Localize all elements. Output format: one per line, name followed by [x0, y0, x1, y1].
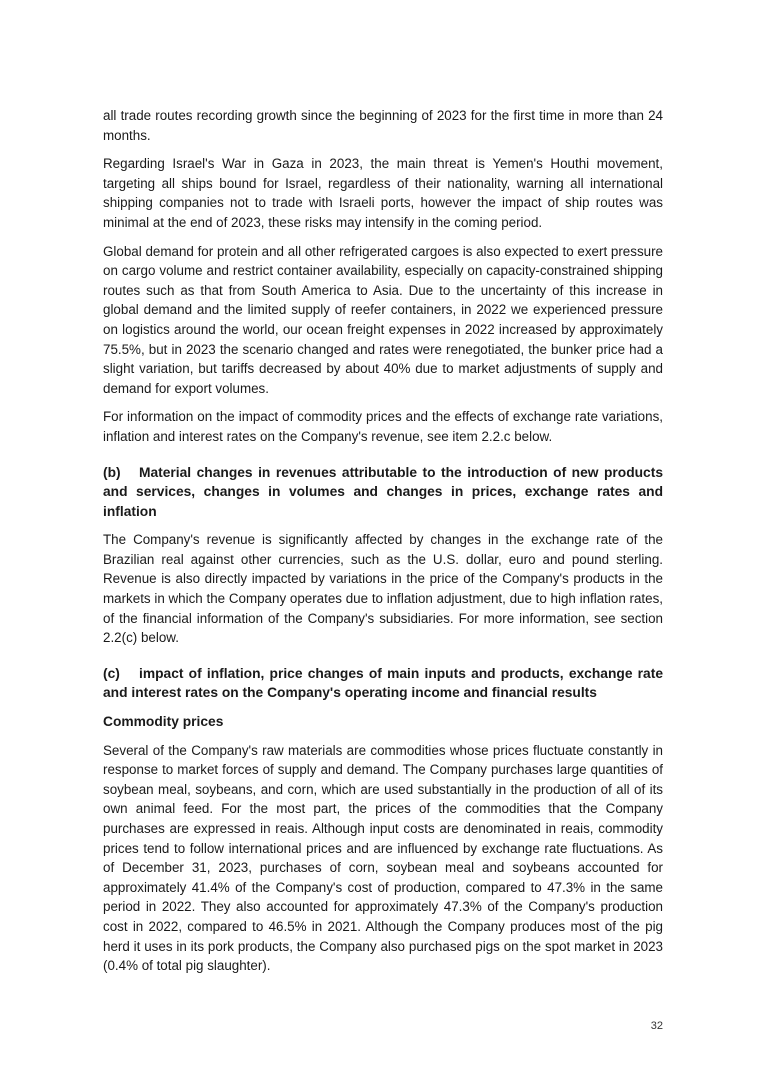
section-b-paragraph: The Company's revenue is significantly affected by changes in the exchange rate of the Brazilian real against other currencies, such as the U.S. dollar, euro and pound sterling. Revenue is also directly impacted by variations in the price of the Company's products in the markets in which the Company operates due to inflation adjustment, due to high inflation rates, of the financial information of the Company's subsidiaries. For more information, see section 2.2(c) below. — [103, 532, 663, 646]
commodity-prices-subheading: Commodity prices — [103, 714, 224, 730]
section-b-heading — [103, 463, 663, 522]
paragraph-israel-war: Regarding Israel's War in Gaza in 2023, the main threat is Yemen's Houthi movement, targeting all ships bound for Israel, regardless of their nationality, warning all international shipping companies not to trade with Israeli ports, however the impact of ship routes was minimal at the end of 2023, these risks may intensify in the coming period. — [103, 156, 663, 230]
section-c-paragraph: Several of the Company's raw materials are commodities whose prices fluctuate constantly in response to market forces of supply and demand. The Company purchases large quantities of soybean meal, soybeans, and corn, which are used substantially in the production of all of its own animal feed. For the most part, the prices of the commodities that the Company purchases are expressed in reais. Although input costs are denominated in reais, commodity prices tend to follow international prices and are influenced by exchange rate fluctuations. As of December 31, 2023, purchases of corn, soybean meal and soybeans accounted for approximately 41.4% of the Company's cost of production, compared to 47.3% in the same period in 2022. They also accounted for approximately 47.3% of the Company's production cost in 2022, compared to 46.5% in 2021. Although the Company produces most of the pig herd it uses in its pork products, the Company also purchased pigs on the spot market in 2023 (0.4% of total pig slaughter). — [103, 742, 663, 974]
section-c-title: impact of inflation, price changes of main inputs and products, exchange rate and interest rates on the Company's operating income and financial results — [103, 665, 663, 701]
section-b-title: Material changes in revenues attributable to the introduction of new products and services, changes in volumes and changes in prices, exchange rates and inflation — [103, 464, 663, 519]
section-c-heading — [103, 664, 663, 703]
section-c-label: (c) — [103, 665, 120, 681]
paragraph-commodity-info: For information on the impact of commodity prices and the effects of exchange rate variations, inflation and interest rates on the Company's revenue, see item 2.2.c below. — [103, 409, 663, 444]
page-content — [103, 106, 663, 985]
section-b-label: (b) — [103, 464, 121, 480]
paragraph-trade-routes: all trade routes recording growth since the beginning of 2023 for the first time in more than 24 months. — [103, 108, 663, 143]
paragraph-global-demand: Global demand for protein and all other refrigerated cargoes is also expected to exert pressure on cargo volume and restrict container availability, especially on capacity-constrained shipping routes such as that from South America to Asia. Due to the uncertainty of this increase in global demand and the limited supply of reefer containers, in 2022 we experienced pressure on logistics around the world, our ocean freight expenses in 2022 increased by approximately 75.5%, but in 2023 the scenario changed and rates were renegotiated, the bunker price had a slight variation, but tariffs decreased by about 40% due to market adjustments of supply and demand for export volumes. — [103, 243, 663, 396]
page-number: 32 — [650, 1020, 663, 1032]
